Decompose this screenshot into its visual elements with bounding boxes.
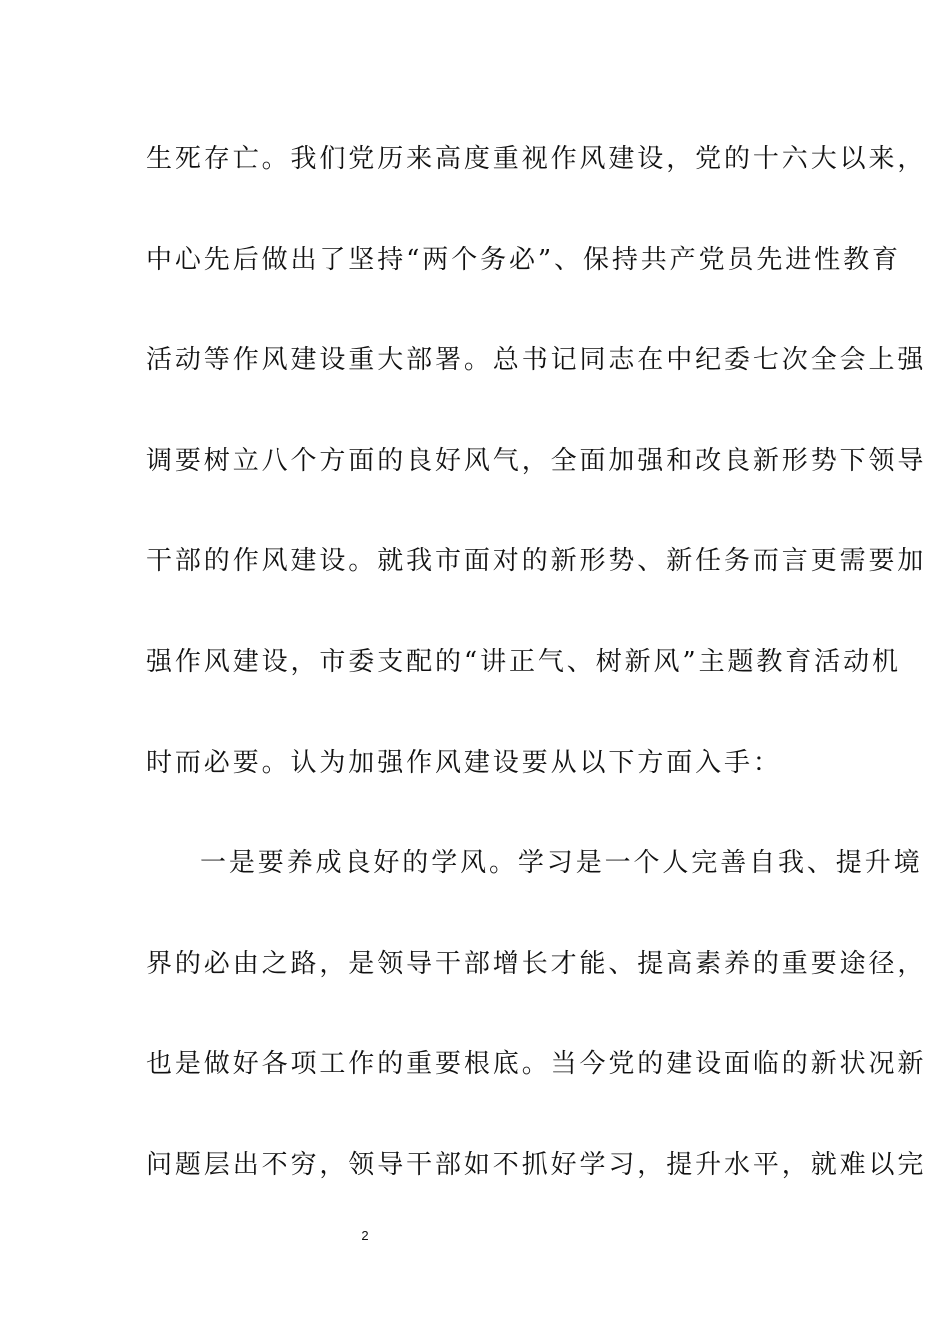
text-line-4: 调要树立八个方面的良好风气，全面加强和改良新形势下领导 bbox=[146, 445, 927, 476]
text-line-10: 也是做好各项工作的重要根底。当今党的建设面临的新状况新 bbox=[146, 1049, 927, 1080]
text-line-9: 界的必由之路，是领导干部增长才能、提高素养的重要途径， bbox=[146, 948, 927, 979]
text-line-11: 问题层出不穷，领导干部如不抓好学习，提升水平，就难以完 bbox=[146, 1149, 927, 1180]
text-line-1: 生死存亡。我们党历来高度重视作风建设，党的十六大以来， bbox=[146, 144, 927, 174]
text-line-3: 活动等作风建设重大部署。总书记同志在中纪委七次全会上强 bbox=[146, 345, 927, 376]
text-line-6: 强作风建设，市委支配的“讲正气、树新风”主题教育活动机 bbox=[146, 646, 901, 677]
page-number: 2 bbox=[361, 1228, 369, 1243]
body-text bbox=[146, 126, 927, 1233]
text-line-8: 一是要养成良好的学风。学习是一个人完善自我、提升境 bbox=[200, 848, 923, 879]
text-line-5: 干部的作风建设。就我市面对的新形势、新任务而言更需要加 bbox=[146, 546, 927, 577]
text-line-2: 中心先后做出了坚持“两个务必”、保持共产党员先进性教育 bbox=[146, 244, 901, 275]
text-line-7: 时而必要。认为加强作风建设要从以下方面入手： bbox=[146, 747, 782, 778]
